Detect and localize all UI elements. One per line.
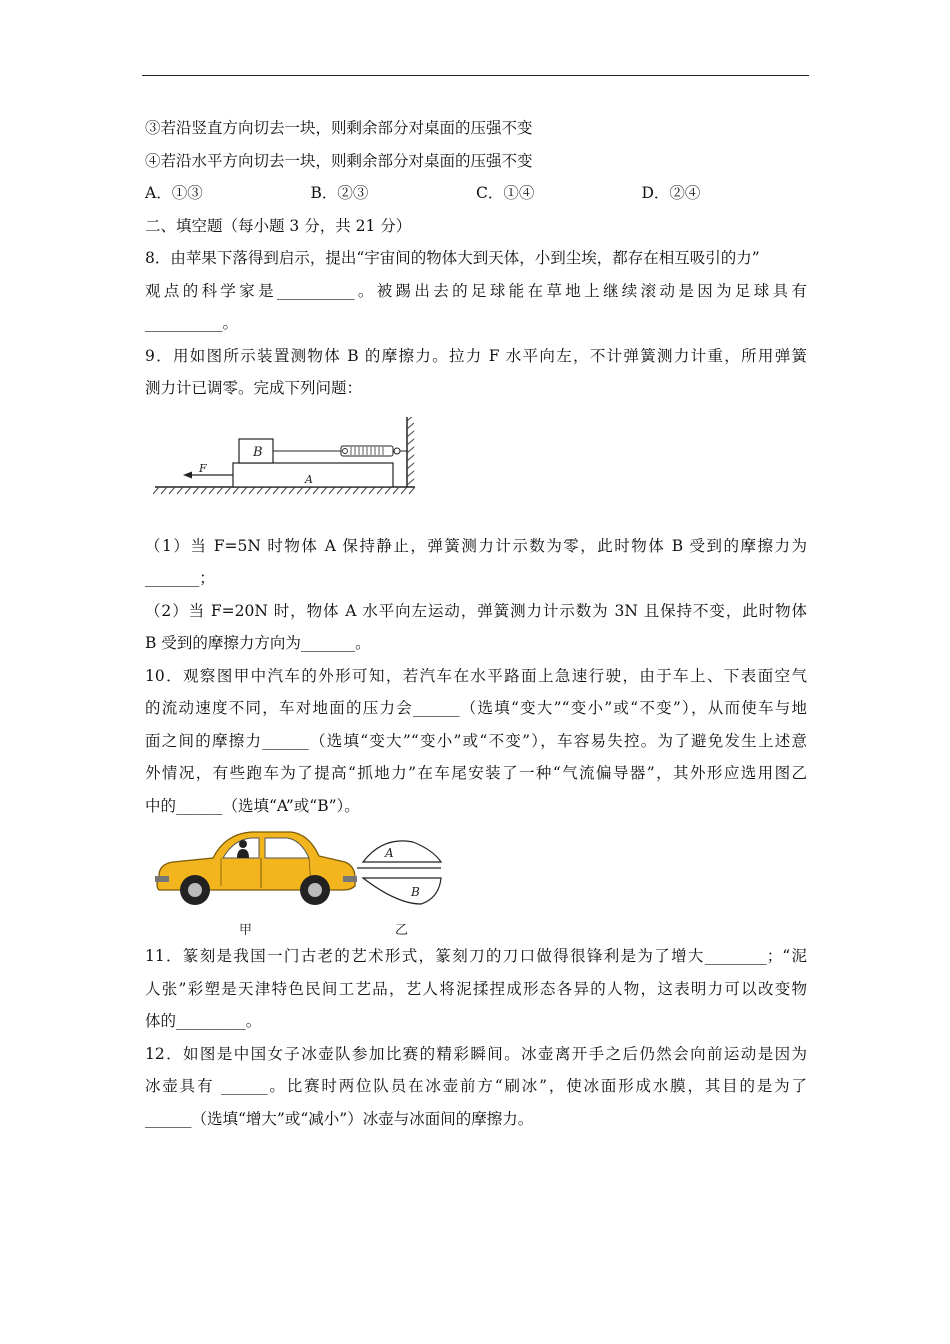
page-content <box>145 112 807 1135</box>
q9-line-1: 9．用如图所示装置测物体 B 的摩擦力。拉力 F 水平向左，不计弹簧测力计重，所用弹簧 <box>145 346 807 365</box>
q8-line-2: 观点的科学家是__________。被踢出去的足球能在草地上继续滚动是因为足球具有 <box>145 281 807 300</box>
q11-line-3: 体的_________。 <box>145 1012 262 1030</box>
q10-line-3: 面之间的摩擦力______（选填“变大”“变小”或“不变”），车容易失控。为了避免发生上述意 <box>145 731 807 750</box>
car-illustration <box>155 832 357 905</box>
q9-sub2-line-1: （2）当 F=20N 时，物体 A 水平向左运动，弹簧测力计示数为 3N 且保持不变，此时物体 <box>145 601 807 620</box>
label-yi: 乙 <box>395 923 409 938</box>
deflector-a-shape <box>363 841 441 862</box>
option-a: A．①③ <box>145 184 203 202</box>
statement-4: ④若沿水平方向切去一块，则剩余部分对桌面的压强不变 <box>145 151 533 170</box>
q8-line-1: 8．由苹果下落得到启示，提出“宇宙间的物体大到天体，小到尘埃，都存在相互吸引的力” <box>145 249 760 267</box>
q8-line-3: __________。 <box>145 314 239 332</box>
header-rule <box>142 75 809 76</box>
section-2-heading: 二、填空题（每小题 3 分，共 21 分） <box>145 216 412 235</box>
q10-line-1: 10．观察图甲中汽车的外形可知，若汽车在水平路面上急速行驶，由于车上、下表面空气 <box>145 666 807 685</box>
q9-figure <box>145 405 807 530</box>
label-b: B <box>253 444 263 460</box>
option-c: C．①④ <box>476 184 535 202</box>
q11-line-2: 人张”彩塑是天津特色民间工艺品，艺人将泥揉捏成形态各异的人物，这表明力可以改变物 <box>145 979 807 998</box>
q11-line-1: 11．篆刻是我国一门古老的艺术形式，篆刻刀的刀口做得很锋利是为了增大________；“泥 <box>145 947 807 965</box>
q9-sub1-line-1: （1）当 F=5N 时物体 A 保持静止，弹簧测力计示数为零，此时物体 B 受到的摩擦力为 <box>145 536 807 555</box>
q12-line-3: ______（选填“增大”或“减小”）冰壶与冰面间的摩擦力。 <box>145 1109 534 1128</box>
answer-options <box>145 177 807 210</box>
q10-figure <box>145 822 807 940</box>
deflector-b-shape <box>363 878 441 904</box>
label-deflector-b: B <box>411 885 420 899</box>
q10-line-5: 中的______（选填“A”或“B”）。 <box>145 796 360 815</box>
statement-3: ③若沿竖直方向切去一块，则剩余部分对桌面的压强不变 <box>145 119 533 137</box>
car-and-deflector-diagram <box>151 828 451 938</box>
q9-sub2-line-2: B 受到的摩擦力方向为_______。 <box>145 634 371 652</box>
block-a <box>233 463 393 487</box>
option-b: B．②③ <box>310 184 369 202</box>
option-d: D．②④ <box>641 184 701 202</box>
label-jia: 甲 <box>239 923 253 938</box>
label-deflector-a: A <box>385 846 394 860</box>
label-f: F <box>199 461 207 475</box>
q10-line-2: 的流动速度不同，车对地面的压力会______（选填“变大”“变小”或“不变”），从而使车与地 <box>145 699 807 717</box>
q12-line-2: 冰壶具有 ______。比赛时两位队员在冰壶前方“刷冰”，使冰面形成水膜，其目的是为了 <box>145 1077 807 1095</box>
q12-line-1: 12．如图是中国女子冰壶队参加比赛的精彩瞬间。冰壶离开手之后仍然会向前运动是因为 <box>145 1044 807 1063</box>
q9-line-2: 测力计已调零。完成下列问题： <box>145 379 363 397</box>
q9-sub1-line-2: _______； <box>145 569 215 587</box>
label-a: A <box>305 472 313 486</box>
friction-apparatus-diagram <box>153 417 423 507</box>
q10-line-4: 外情况，有些跑车为了提高“抓地力”在车尾安装了一种“气流偏导器”，其外形应选用图乙 <box>145 764 807 782</box>
